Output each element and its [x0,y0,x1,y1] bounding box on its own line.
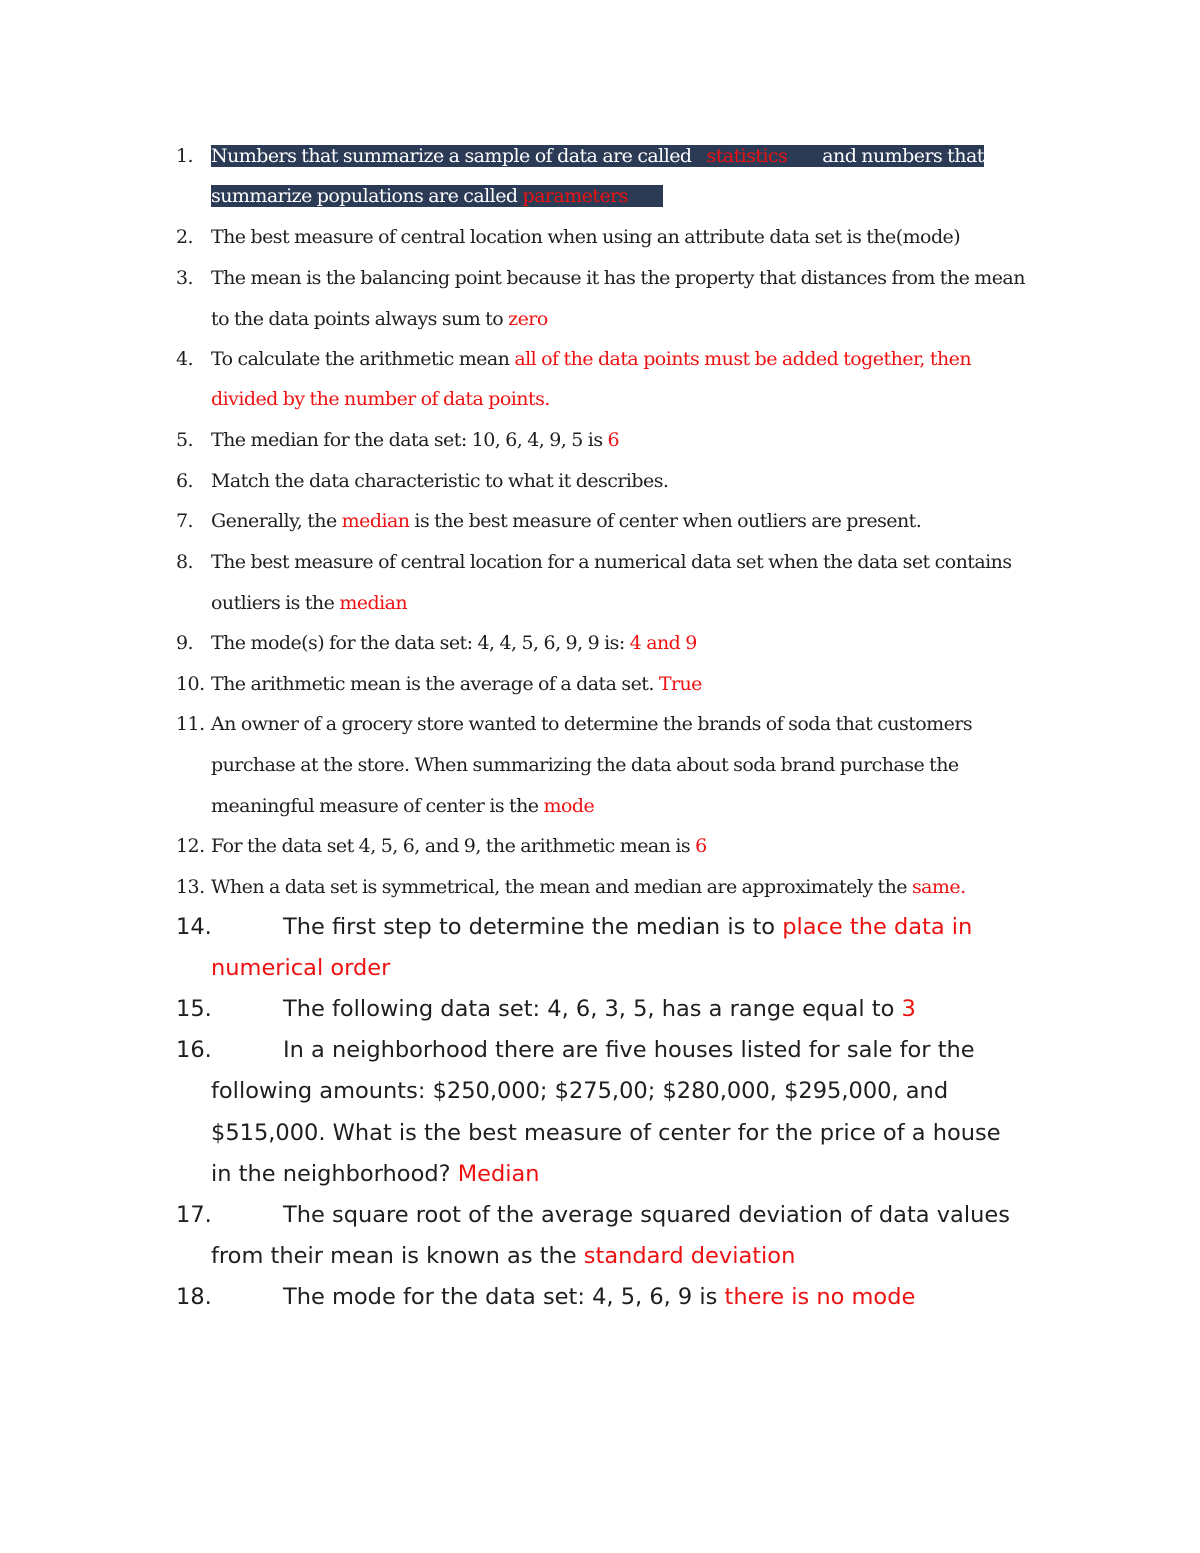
question-line [283,912,972,942]
answer-text: divided by the number of data points. [211,388,550,410]
answer-text: Median [457,1161,540,1187]
question-line [211,345,971,373]
question-line [211,629,697,657]
question-text: from their mean is known as the [211,1243,584,1269]
question-text: For the data set 4, 5, 6, and 9, the arithmetic mean is [211,835,696,857]
answer-text: median [341,510,410,532]
question-number: 16. [176,1037,212,1063]
question-line [211,832,707,860]
question-text: The median for the data set: 10, 6, 4, 9, 5 is [211,429,608,451]
answer-text: statistics [706,145,788,167]
answer-text: same. [911,876,966,898]
question-text: The arithmetic mean is the average of a data set. [211,673,659,695]
answer-text: standard deviation [583,1243,796,1269]
question-text: When a data set is symmetrical, the mean and median are approximately the [211,876,912,898]
question-number: 11. [176,713,205,735]
question-text: and numbers that [817,145,984,167]
question-number: 6. [176,470,194,492]
question-text: in the neighborhood? [211,1161,458,1187]
question-number: 1. [176,145,194,167]
question-text: In a neighborhood there are five houses listed for sale for the [283,1037,975,1063]
question-line [211,670,702,698]
answer-text: mode [543,795,595,817]
question-text: Generally, the [211,510,342,532]
question-text: The following data set: 4, 6, 3, 5, has a range equal to [283,996,902,1022]
question-number: 10. [176,673,205,695]
question-line [211,305,548,333]
question-text: The best measure of central location when using an attribute data set is the(mode) [211,226,961,248]
question-number: 9. [176,632,194,654]
answer-text: numerical order [211,955,391,981]
blank [697,145,707,167]
blank [787,145,817,167]
question-line [283,1282,915,1312]
answer-text: 6 [607,429,620,451]
blank [628,185,663,207]
selection-highlight [211,185,663,207]
question-line [211,182,663,210]
answer-text: place the data in [782,914,973,940]
question-text: $515,000. What is the best measure of center for the price of a house [211,1120,1001,1146]
answer-text: 4 and 9 [629,632,697,654]
question-number: 5. [176,429,194,451]
question-text: The mean is the balancing point because it has the property that distances from the mean [211,267,1025,289]
question-line [211,1159,540,1189]
question-number: 17. [176,1202,212,1228]
question-text: outliers is the [211,592,340,614]
question-text: The first step to determine the median is to [283,914,783,940]
question-number: 18. [176,1284,212,1310]
selection-highlight [211,145,984,167]
question-number: 2. [176,226,194,248]
question-line [211,142,984,170]
question-text: The best measure of central location for a numerical data set when the data set contains [211,551,1012,573]
question-number: 4. [176,348,194,370]
question-text: The mode for the data set: 4, 5, 6, 9 is [283,1284,725,1310]
question-number: 15. [176,996,212,1022]
answer-text: zero [508,308,548,330]
question-number: 8. [176,551,194,573]
question-line [211,792,594,820]
question-text: An owner of a grocery store wanted to determine the brands of soda that customers [211,713,973,735]
question-text: Numbers that summarize a sample of data are called [211,145,697,167]
question-line [211,589,407,617]
question-number: 3. [176,267,194,289]
question-text: meaningful measure of center is the [211,795,544,817]
question-line [211,1241,795,1271]
question-line [211,507,921,535]
question-text: The square root of the average squared deviation of data values [283,1202,1010,1228]
question-line [211,426,619,454]
question-text: To calculate the arithmetic mean [211,348,515,370]
answer-text: all of the data points must be added together, then [514,348,972,370]
answer-text: parameters [522,185,628,207]
answer-text: there is no mode [724,1284,916,1310]
question-text: is the best measure of center when outliers are present. [409,510,922,532]
question-number: 13. [176,876,205,898]
question-line [283,994,916,1024]
question-text: The mode(s) for the data set: 4, 4, 5, 6, 9, 9 is: [211,632,630,654]
question-text: purchase at the store. When summarizing the data about soda brand purchase the [211,754,959,776]
answer-text: 6 [695,835,707,857]
answer-text: True [658,673,702,695]
question-text: Match the data characteristic to what it describes. [211,470,669,492]
question-text: following amounts: $250,000; $275,00; $280,000, $295,000, and [211,1078,949,1104]
question-number: 14. [176,914,212,940]
question-text: to the data points always sum to [211,308,509,330]
question-number: 7. [176,510,194,532]
answer-text: 3 [901,996,916,1022]
question-text: summarize populations are called [211,185,523,207]
question-number: 12. [176,835,205,857]
answer-text: median [339,592,408,614]
question-line [211,873,966,901]
